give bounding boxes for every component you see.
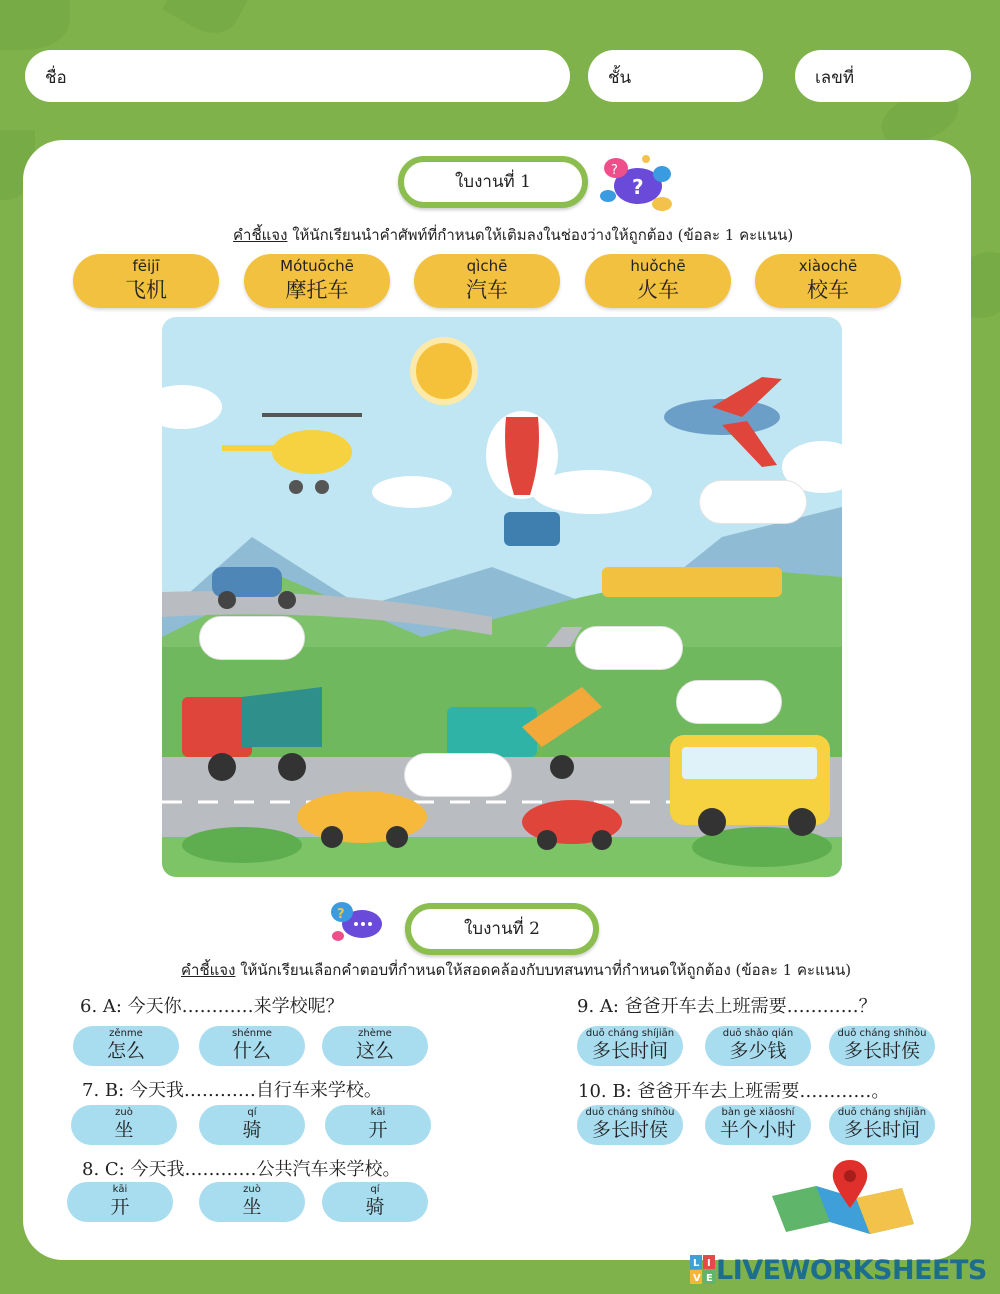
option-pinyin: zuò — [115, 1107, 133, 1118]
answer-schoolbus-input[interactable] — [676, 680, 782, 724]
vocab-card-xiaoche[interactable] — [755, 254, 901, 308]
badge-letter: L — [693, 1258, 700, 1269]
instruction-lead: คำชี้แจง — [233, 226, 288, 244]
answer-car-input[interactable] — [404, 753, 512, 797]
option-pinyin: zuò — [243, 1184, 261, 1195]
vocab-card-feiji[interactable] — [73, 254, 219, 308]
option-hanzi: 什么 — [232, 1040, 271, 1062]
answer-airplane-input[interactable] — [699, 480, 807, 524]
badge-letter: E — [706, 1273, 713, 1284]
class-field[interactable] — [588, 50, 763, 102]
option-hanzi: 开 — [110, 1196, 130, 1218]
option-hanzi: 怎么 — [106, 1040, 145, 1062]
question-6: 6. A: 今天你…………来学校呢？ — [80, 996, 344, 1017]
student-number-field[interactable] — [795, 50, 971, 102]
option-hanzi: 坐 — [114, 1119, 134, 1141]
option-pinyin: qí — [370, 1184, 380, 1195]
q9-option-3[interactable] — [829, 1026, 935, 1066]
instruction-lead: คำชี้แจง — [181, 961, 236, 979]
option-pinyin: duō cháng shíjiān — [837, 1107, 927, 1118]
svg-text:?: ? — [632, 175, 644, 199]
liveworksheets-logo — [690, 1254, 987, 1286]
badge-letter: V — [693, 1273, 701, 1284]
question-9: 9. A: 爸爸开车去上班需要…………？ — [577, 996, 877, 1017]
vocab-card-huoche[interactable] — [585, 254, 731, 308]
q10-option-3[interactable] — [829, 1105, 935, 1145]
vocab-pinyin: huǒchē — [630, 257, 686, 275]
answer-motorcycle-input[interactable] — [199, 616, 305, 660]
vocab-hanzi: 摩托车 — [285, 278, 349, 302]
q10-option-2[interactable] — [705, 1105, 811, 1145]
q8-option-3[interactable] — [322, 1182, 428, 1222]
option-pinyin: kāi — [112, 1184, 128, 1195]
option-pinyin: duō cháng shíhòu — [585, 1107, 675, 1118]
worksheet1-title: ใบงานที่ 1 — [398, 156, 588, 208]
option-hanzi: 坐 — [242, 1196, 262, 1218]
vocab-hanzi: 火车 — [637, 278, 679, 302]
q7-option-2[interactable] — [199, 1105, 305, 1145]
option-pinyin: duō shǎo qián — [722, 1028, 794, 1039]
option-hanzi: 这么 — [355, 1040, 394, 1062]
vocab-pinyin: qìchē — [466, 257, 508, 275]
q7-option-1[interactable] — [71, 1105, 177, 1145]
q9-option-2[interactable] — [705, 1026, 811, 1066]
q6-option-3[interactable] — [322, 1026, 428, 1066]
question-8: 8. C: 今天我…………公共汽车来学校。 — [82, 1159, 401, 1180]
option-pinyin: qí — [247, 1107, 257, 1118]
brand-name: LIVEWORKSHEETS — [716, 1254, 987, 1286]
vocab-card-motuoche[interactable] — [244, 254, 390, 308]
q6-option-1[interactable] — [73, 1026, 179, 1066]
answer-train-input[interactable] — [575, 626, 683, 670]
live-badge-icon — [690, 1255, 716, 1285]
option-pinyin: zhème — [358, 1028, 392, 1039]
option-hanzi: 开 — [368, 1119, 388, 1141]
background-leaf — [0, 0, 70, 50]
map-pin-icon — [772, 1158, 914, 1240]
option-hanzi: 多长时间 — [591, 1040, 668, 1062]
q9-option-1[interactable] — [577, 1026, 683, 1066]
q8-option-2[interactable] — [199, 1182, 305, 1222]
q7-option-3[interactable] — [325, 1105, 431, 1145]
option-hanzi: 多少钱 — [729, 1040, 787, 1062]
badge-letter: I — [707, 1258, 711, 1269]
q6-option-2[interactable] — [199, 1026, 305, 1066]
option-pinyin: kāi — [370, 1107, 386, 1118]
instruction-text: ให้นักเรียนเลือกคำตอบที่กำหนดให้สอดคล้องกับบทสนทนาที่กำหนดให้ถูกต้อง (ข้อละ 1 คะแนน) — [235, 961, 852, 979]
option-hanzi: 多长时侯 — [843, 1040, 920, 1062]
instruction-text: ให้นักเรียนนำคำศัพท์ที่กำหนดให้เติมลงในช่องว่างให้ถูกต้อง (ข้อละ 1 คะแนน) — [287, 226, 794, 244]
option-pinyin: bàn gè xiǎoshí — [721, 1107, 795, 1118]
option-pinyin: duō cháng shíjiān — [585, 1028, 675, 1039]
option-hanzi: 骑 — [242, 1119, 262, 1141]
option-hanzi: 多长时间 — [843, 1119, 920, 1141]
svg-text:?: ? — [611, 163, 618, 178]
class-label: ชั้น — [608, 68, 632, 88]
option-hanzi: 骑 — [365, 1196, 385, 1218]
vocab-hanzi: 飞机 — [125, 278, 167, 302]
question-7: 7. B: 今天我…………自行车来学校。 — [82, 1080, 382, 1101]
chat-bubbles-icon — [326, 898, 386, 944]
option-pinyin: duō cháng shíhòu — [837, 1028, 927, 1039]
vocab-hanzi: 汽车 — [466, 278, 508, 302]
background-leaf — [162, 0, 248, 44]
vocab-card-qiche[interactable] — [414, 254, 560, 308]
q8-option-1[interactable] — [67, 1182, 173, 1222]
question-10: 10. B: 爸爸开车去上班需要…………。 — [578, 1081, 890, 1102]
name-field[interactable] — [25, 50, 570, 102]
worksheet1-instruction — [233, 223, 793, 247]
svg-text:?: ? — [337, 907, 345, 922]
option-pinyin: shénme — [232, 1028, 272, 1039]
vocab-pinyin: Mótuōchē — [280, 257, 354, 275]
vocab-pinyin: xiàochē — [798, 257, 858, 275]
worksheet2-title: ใบงานที่ 2 — [405, 903, 599, 955]
name-label: ชื่อ — [45, 68, 67, 88]
worksheet2-instruction — [181, 958, 851, 982]
option-hanzi: 多长时侯 — [591, 1119, 668, 1141]
option-pinyin: zěnme — [109, 1028, 143, 1039]
option-hanzi: 半个小时 — [719, 1119, 796, 1141]
vocab-hanzi: 校车 — [807, 278, 849, 302]
q10-option-1[interactable] — [577, 1105, 683, 1145]
question-bubbles-icon — [598, 152, 682, 214]
vocab-pinyin: fēijī — [132, 257, 160, 275]
student-number-label: เลขที่ — [815, 68, 855, 88]
